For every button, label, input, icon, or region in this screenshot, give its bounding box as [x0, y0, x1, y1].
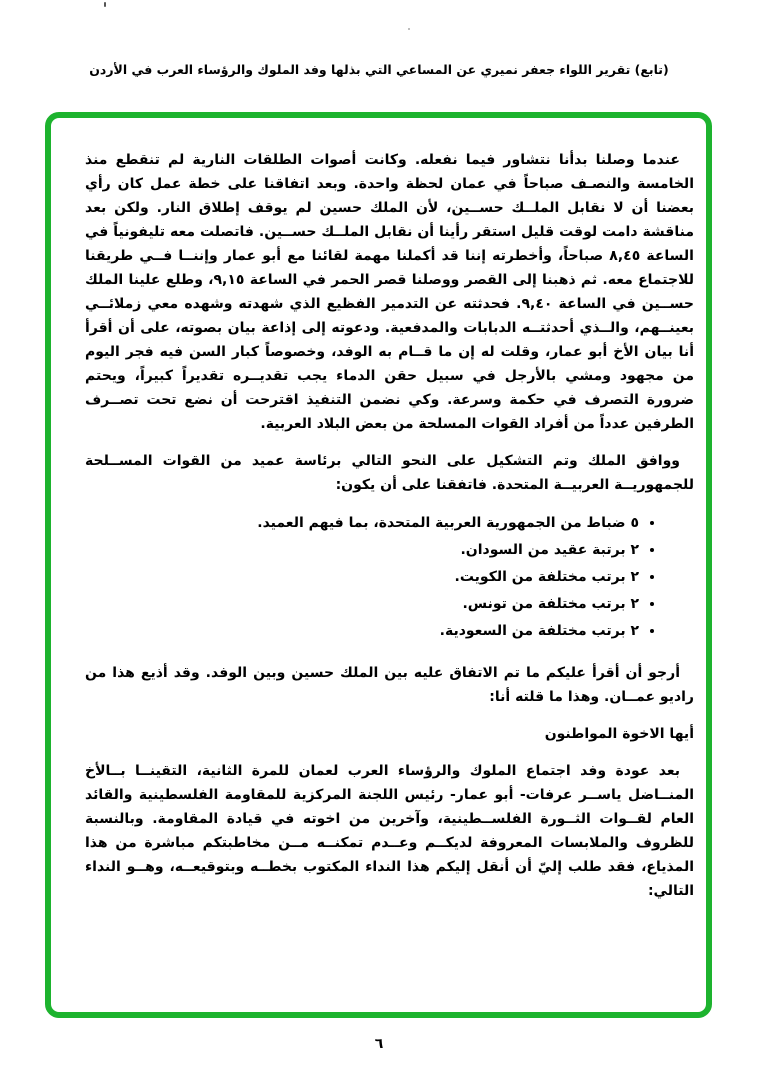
scan-artifact	[408, 28, 410, 30]
list-item: • ٢ برتب مختلفة من الكويت.	[85, 564, 639, 591]
paragraph-arafat-appeal: بعد عودة وفد اجتماع الملوك والرؤساء العرب لعمان للمرة الثانية، التقينــا بــالأخ المنــاضل ياســر عرفات- أبو عمار- رئيس اللجنة المركزية للمقاومة الفلسطينية والقائد العام لقــوات الثــورة الفلســطينية، وآخرين من اخوته في قيادة المقاومة. وبالنسبة للظروف والملابسات المعروفة لديكــم وعــدم تمكنــه مــن مخاطبتكم مباشرة من هذا المذياع، فقد طلب إليّ أن أنقل إليكم هذا النداء المكتوب بخطــه وبتوقيعــه، وهــو النداء التالي:	[85, 763, 694, 899]
force-composition-list	[85, 510, 694, 645]
list-item: • ٢ برتبة عقيد من السودان.	[85, 537, 639, 564]
list-item: • ٢ برتب مختلفة من تونس.	[85, 591, 639, 618]
list-item: • ٢ برتب مختلفة من السعودية.	[85, 618, 639, 645]
content-border-box	[45, 112, 712, 1018]
subheading-fellow-citizens: أيها الاخوة المواطنون	[544, 726, 694, 742]
scan-artifact	[104, 2, 106, 7]
page-number: ٦	[374, 1036, 384, 1052]
page-header: (تابع) تقرير اللواء جعفر نميري عن المساعي التي بذلها وفد الملوك والرؤساء العرب في الأردن	[89, 62, 669, 77]
paragraph-force-formation: ووافق الملك وتم التشكيل على النحو التالي برئاسة عميد من القوات المســلحة للجمهوريــة العربيــة المتحدة. فاتفقنا على أن يكون:	[85, 453, 694, 493]
list-item: • ٥ ضباط من الجمهورية العربية المتحدة، بما فيهم العميد.	[85, 510, 639, 537]
paragraph-radio-announcement: أرجو أن أقرأ عليكم ما تم الاتفاق عليه بين الملك حسين وبين الوفد. وقد أذيع هذا من راديو عمــان. وهذا ما قلته أنا:	[85, 665, 694, 705]
paragraph-meeting-king: عندما وصلنا بدأنا نتشاور فيما نفعله. وكانت أصوات الطلقات النارية لم تنقطع منذ الخامسة والنصـف صباحاً في عمان لحظة واحدة. وبعد اتفاقنا على خطة عمل كان رأي بعضنا أن لا نقابل الملــك حســين، لأن الملك حسين لم يوقف إطلاق النار. ولكن بعد مناقشة دامت لوقت قليل استقر رأينا أن نقابل الملــك حســين. فاتصلت معه تليفونياً في الساعة ٨,٤٥ صباحاً، وأخطرته إننا قد أكملنا مهمة لقائنا مع أبو عمار وإننــا فــي طريقنا للاجتماع معه. ثم ذهبنا إلى القصر ووصلنا قصر الحمر في الساعة ٩,١٥، وطلع علينا الملك حســين في الساعة ٩,٤٠. فحدثته عن التدمير الفظيع الذي شهدته وشهده معي زملائــي بعينــهم، والــذي أحدثتــه الدبابات والمدفعية. ودعوته إلى إذاعة بيان بصوته، على أن أقرأ أنا بيان الأخ أبو عمار، وقلت له إن ما قــام به الوفد، وخصوصاً كبار السن فيه فجر اليوم من مجهود ومشي بالأرجل في سبيل حقن الدماء يجب تقديــره تقديراً كبيراً، ويحتم ضرورة التصرف في حكمة وسرعة. وكي نضمن التنفيذ اقترحت أن نضع تحت تصــرف الطرفين عدداً من أفراد القوات المسلحة من بعض البلاد العربية.	[85, 152, 694, 432]
